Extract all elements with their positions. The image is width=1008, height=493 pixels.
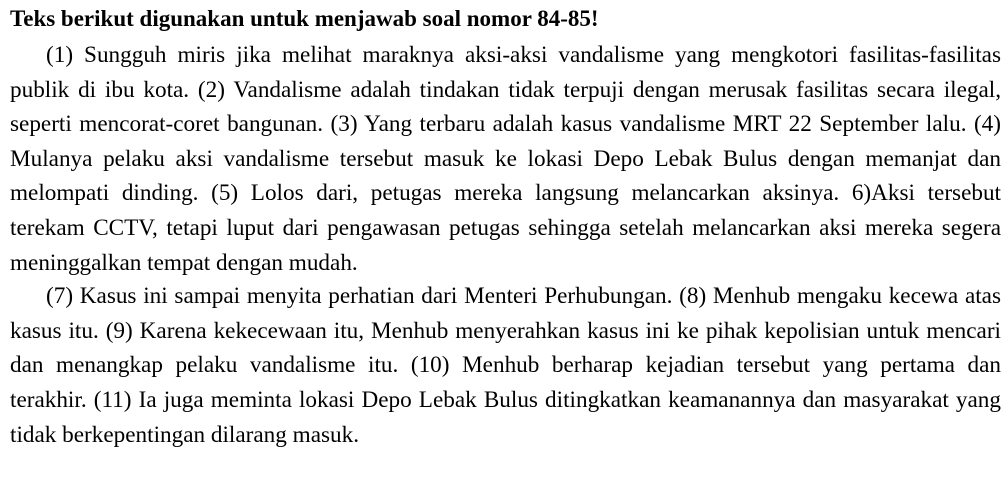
paragraph-1: (1) Sungguh miris jika melihat maraknya aksi-aksi vandalisme yang mengkotori fasilitas-fasilitas publik di ibu kota. (2) Vandalisme adalah tindakan tidak terpuji dengan merusak fasilitas secara ilegal, seperti mencorat-coret bangunan. (3) Yang terbaru adalah kasus vandalisme MRT 22 September lalu. (4) Mulanya pelaku aksi vandalisme tersebut masuk ke lokasi Depo Lebak Bulus dengan memanjat dan melompati dinding. (5) Lolos dari, petugas mereka langsung melancarkan aksinya. 6)Aksi tersebut terekam CCTV, tetapi luput dari pengawasan petugas sehingga setelah melancarkan aksi mereka segera meninggalkan tempat dengan mudah. bbox=[10, 42, 1001, 276]
document-heading: Teks berikut digunakan untuk menjawab soal nomor 84-85! bbox=[10, 6, 599, 31]
paragraph-2: (7) Kasus ini sampai menyita perhatian dari Menteri Perhubungan. (8) Menhub mengaku kecewa atas kasus itu. (9) Karena kekecewaan itu, Menhub menyerahkan kasus ini ke pihak kepolisian untuk mencari dan menangkap pelaku vandalisme itu. (10) Menhub berharap kejadian tersebut yang pertama dan terakhir. (11) Ia juga meminta lokasi Depo Lebak Bulus ditingkatkan keamanannya dan masyarakat yang tidak berkepentingan dilarang masuk. bbox=[10, 283, 1001, 448]
document bbox=[10, 4, 1001, 452]
